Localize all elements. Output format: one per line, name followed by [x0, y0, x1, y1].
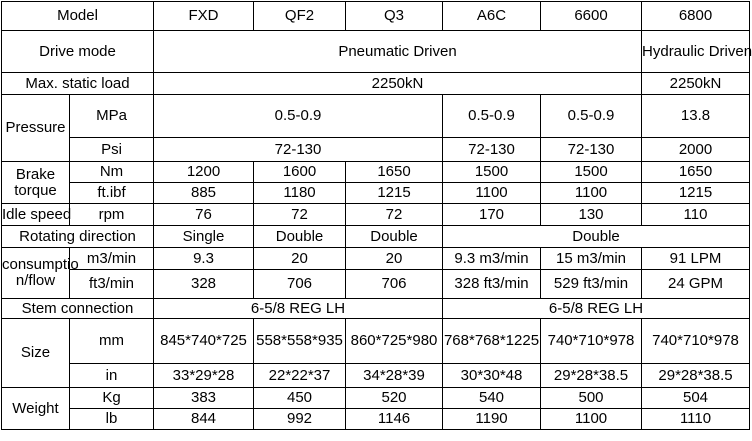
model-q3: Q3: [346, 2, 443, 31]
idle-speed-label: Idle speed: [2, 204, 70, 226]
brake-torque-label: [2, 162, 70, 204]
brake-nm-6600: 1500: [541, 162, 642, 183]
drive-mode-label: Drive mode: [2, 31, 154, 73]
brake-ft-qf2: 1180: [254, 183, 346, 204]
weight-lb-a6c: 1190: [443, 409, 541, 430]
size-unit-in: in: [70, 364, 154, 388]
size-mm-a6c: 768*768*1225: [443, 319, 541, 364]
idle-q3: 72: [346, 204, 443, 226]
pressure-mpa-a6c: 0.5-0.9: [443, 95, 541, 138]
specification-table: [1, 1, 750, 430]
brake-ft-6800: 1215: [642, 183, 750, 204]
pressure-mpa-6800: 13.8: [642, 95, 750, 138]
consumption-flow-label: [2, 248, 79, 299]
brake-ft-fxd: 885: [154, 183, 254, 204]
brake-nm-q3: 1650: [346, 162, 443, 183]
rotating-direction-label: Rotating direction: [2, 226, 154, 248]
model-fxd: FXD: [154, 2, 254, 31]
drive-hydraulic: Hydraulic Driven: [642, 31, 750, 73]
rotating-qf2: Double: [254, 226, 346, 248]
idle-qf2: 72: [254, 204, 346, 226]
stem-value-left: 6-5/8 REG LH: [154, 299, 443, 319]
model-label: Model: [2, 2, 154, 31]
consumption-m3-fxd: 9.3: [154, 248, 254, 270]
brake-nm-qf2: 1600: [254, 162, 346, 183]
model-a6c: A6C: [443, 2, 541, 31]
consumption-m3-a6c: 9.3 m3/min: [443, 248, 541, 270]
row-pressure-psi: [2, 138, 750, 162]
pressure-mpa-6600: 0.5-0.9: [541, 95, 642, 138]
brake-nm-a6c: 1500: [443, 162, 541, 183]
weight-kg-a6c: 540: [443, 388, 541, 409]
weight-lb-6600: 1100: [541, 409, 642, 430]
size-mm-q3: 860*725*980: [346, 319, 443, 364]
row-model: [2, 2, 750, 31]
rotating-q3: Double: [346, 226, 443, 248]
rotating-others: Double: [443, 226, 750, 248]
weight-kg-qf2: 450: [254, 388, 346, 409]
weight-lb-fxd: 844: [154, 409, 254, 430]
weight-label: Weight: [2, 388, 70, 430]
brake-label-bottom: torque: [14, 181, 57, 199]
consumption-ft3-q3: 706: [346, 270, 443, 299]
size-in-q3: 34*28*39: [346, 364, 443, 388]
row-brake-ft: [2, 183, 750, 204]
pressure-psi-a6c: 72-130: [443, 138, 541, 162]
row-consumption-ft3: [2, 270, 750, 299]
consumption-unit-ft3: ft3/min: [70, 270, 154, 299]
size-in-fxd: 33*29*28: [154, 364, 254, 388]
max-load-value: 2250kN: [154, 73, 642, 95]
weight-kg-q3: 520: [346, 388, 443, 409]
size-mm-qf2: 558*558*935: [254, 319, 346, 364]
weight-unit-lb: lb: [70, 409, 154, 430]
brake-label-top: Brake: [15, 165, 56, 183]
stem-value-right: 6-5/8 REG LH: [443, 299, 750, 319]
model-qf2: QF2: [254, 2, 346, 31]
size-in-6800: 29*28*38.5: [642, 364, 750, 388]
row-rotating-direction: [2, 226, 750, 248]
brake-unit-ft: ft.ibf: [70, 183, 154, 204]
consumption-ft3-fxd: 328: [154, 270, 254, 299]
row-weight-kg: [2, 388, 750, 409]
weight-lb-q3: 1146: [346, 409, 443, 430]
consumption-ft3-6800: 24 GPM: [642, 270, 750, 299]
row-size-mm: [2, 319, 750, 364]
model-6600: 6600: [541, 2, 642, 31]
max-load-value-6800: 2250kN: [642, 73, 750, 95]
consumption-m3-6800: 91 LPM: [642, 248, 750, 270]
brake-ft-a6c: 1100: [443, 183, 541, 204]
consumption-label-bottom: n/flow: [15, 272, 56, 289]
row-pressure-mpa: [2, 95, 750, 138]
row-idle-speed: [2, 204, 750, 226]
weight-unit-kg: Kg: [70, 388, 154, 409]
row-max-load: [2, 73, 750, 95]
row-brake-nm: [2, 162, 750, 183]
stem-connection-label: Stem connection: [2, 299, 154, 319]
weight-kg-fxd: 383: [154, 388, 254, 409]
pressure-psi-6600: 72-130: [541, 138, 642, 162]
size-mm-fxd: 845*740*725: [154, 319, 254, 364]
size-in-6600: 29*28*38.5: [541, 364, 642, 388]
idle-6800: 110: [642, 204, 750, 226]
size-in-a6c: 30*30*48: [443, 364, 541, 388]
size-mm-6800: 740*710*978: [642, 319, 750, 364]
idle-6600: 130: [541, 204, 642, 226]
consumption-m3-6600: 15 m3/min: [541, 248, 642, 270]
model-6800: 6800: [642, 2, 750, 31]
brake-unit-nm: Nm: [70, 162, 154, 183]
size-unit-mm: mm: [70, 319, 154, 364]
weight-kg-6600: 500: [541, 388, 642, 409]
brake-ft-6600: 1100: [541, 183, 642, 204]
idle-fxd: 76: [154, 204, 254, 226]
consumption-m3-q3: 20: [346, 248, 443, 270]
weight-kg-6800: 504: [642, 388, 750, 409]
pressure-psi-6800: 2000: [642, 138, 750, 162]
row-weight-lb: [2, 409, 750, 430]
weight-lb-qf2: 992: [254, 409, 346, 430]
idle-speed-unit: rpm: [70, 204, 154, 226]
rotating-fxd: Single: [154, 226, 254, 248]
drive-pneumatic: Pneumatic Driven: [154, 31, 642, 73]
brake-nm-6800: 1650: [642, 162, 750, 183]
pressure-unit-mpa: MPa: [70, 95, 154, 138]
weight-lb-6800: 1110: [642, 409, 750, 430]
consumption-ft3-6600: 529 ft3/min: [541, 270, 642, 299]
size-label: Size: [2, 319, 70, 388]
row-drive-mode: [2, 31, 750, 73]
consumption-ft3-a6c: 328 ft3/min: [443, 270, 541, 299]
pressure-mpa-value: 0.5-0.9: [154, 95, 443, 138]
row-size-in: [2, 364, 750, 388]
pressure-unit-psi: Psi: [70, 138, 154, 162]
consumption-m3-qf2: 20: [254, 248, 346, 270]
row-consumption-m3: [2, 248, 750, 270]
max-load-label: Max. static load: [2, 73, 154, 95]
size-in-qf2: 22*22*37: [254, 364, 346, 388]
consumption-label-top: consumptio: [2, 256, 79, 273]
size-mm-6600: 740*710*978: [541, 319, 642, 364]
consumption-ft3-qf2: 706: [254, 270, 346, 299]
consumption-unit-m3: m3/min: [70, 248, 154, 270]
pressure-psi-value: 72-130: [154, 138, 443, 162]
row-stem-connection: [2, 299, 750, 319]
idle-a6c: 170: [443, 204, 541, 226]
pressure-label: Pressure: [2, 95, 70, 162]
brake-ft-q3: 1215: [346, 183, 443, 204]
brake-nm-fxd: 1200: [154, 162, 254, 183]
